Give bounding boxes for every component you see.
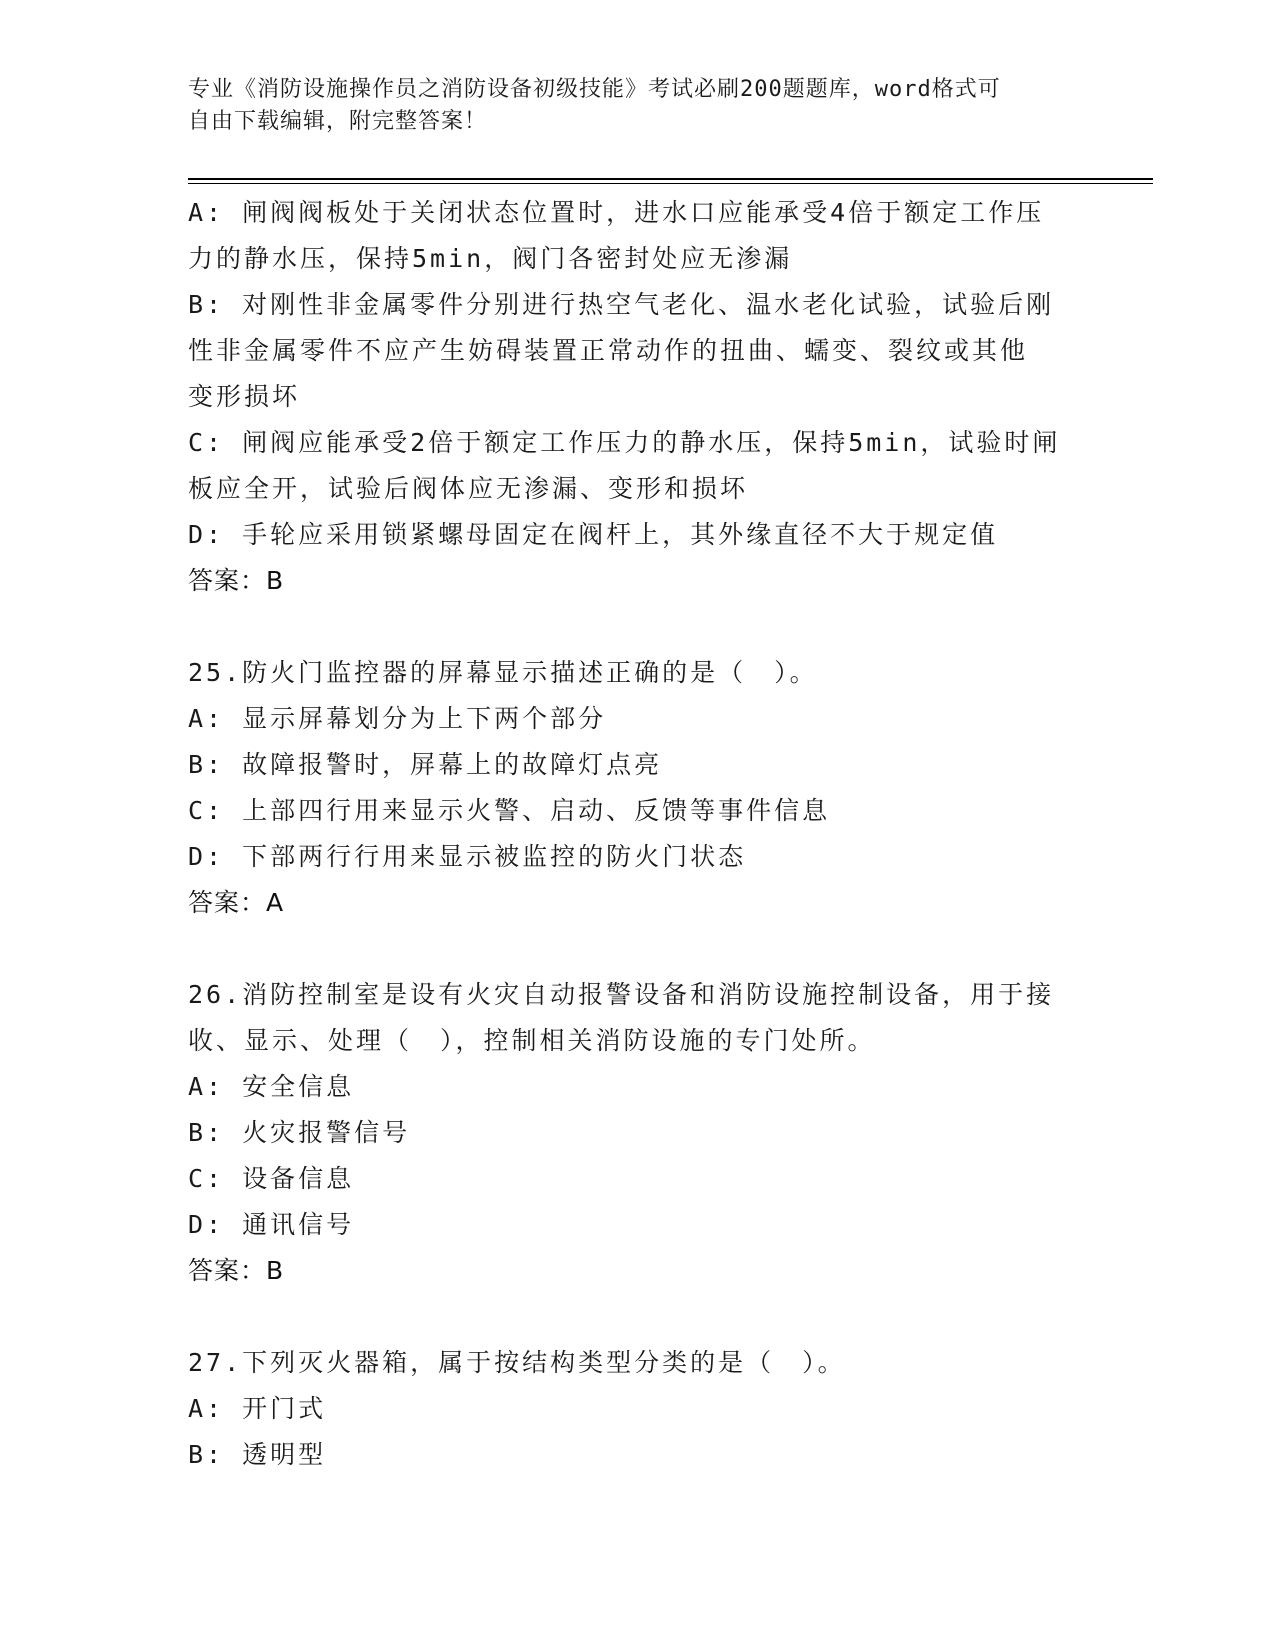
option-b: B: 故障报警时，屏幕上的故障灯点亮	[188, 750, 663, 779]
prev-option-a	[188, 190, 1088, 282]
prev-answer: 答案：B	[188, 566, 285, 595]
spacer	[188, 604, 1088, 650]
option-line: C: 闸阀应能承受2倍于额定工作压力的静水压，保持5min，试验时闸	[188, 428, 1061, 457]
option-a: A: 安全信息	[188, 1072, 355, 1101]
option-line: 板应全开，试验后阀体应无渗漏、变形和损坏	[188, 474, 749, 503]
spacer	[188, 1294, 1088, 1340]
document-header	[188, 74, 1088, 138]
option-a: A: 开门式	[188, 1394, 327, 1423]
option-line: 变形损坏	[188, 382, 301, 411]
header-divider-thick	[188, 178, 1153, 180]
option-c: C: 上部四行用来显示火警、启动、反馈等事件信息	[188, 796, 831, 825]
prev-question	[188, 190, 1088, 604]
prev-option-c	[188, 420, 1088, 512]
question-stem: 25.防火门监控器的屏幕显示描述正确的是（ ）。	[188, 658, 818, 687]
prev-option-d	[188, 512, 1088, 558]
option-b: B: 火灾报警信号	[188, 1118, 411, 1147]
header-line-2: 自由下载编辑，附完整答案！	[188, 109, 488, 134]
question-25	[188, 650, 1088, 926]
option-d: D: 下部两行行用来显示被监控的防火门状态	[188, 842, 747, 871]
prev-option-b	[188, 282, 1088, 420]
answer: 答案：A	[188, 888, 285, 917]
question-27	[188, 1340, 1088, 1478]
option-a: A: 显示屏幕划分为上下两个部分	[188, 704, 607, 733]
header-divider-thin	[188, 183, 1153, 184]
option-line: 性非金属零件不应产生妨碍装置正常动作的扭曲、蠕变、裂纹或其他	[188, 336, 1029, 365]
option-line: D: 手轮应采用锁紧螺母固定在阀杆上，其外缘直径不大于规定值	[188, 520, 999, 549]
document-body	[188, 190, 1088, 1478]
option-line: 力的静水压，保持5min，阀门各密封处应无渗漏	[188, 244, 793, 273]
question-26	[188, 972, 1088, 1294]
option-d: D: 通讯信号	[188, 1210, 355, 1239]
option-c: C: 设备信息	[188, 1164, 355, 1193]
header-line-1: 专业《消防设施操作员之消防设备初级技能》考试必刷200题题库，word格式可	[188, 77, 1001, 102]
spacer	[188, 926, 1088, 972]
answer: 答案：B	[188, 1256, 285, 1285]
option-line: A: 闸阀阀板处于关闭状态位置时，进水口应能承受4倍于额定工作压	[188, 198, 1045, 227]
question-stem: 27.下列灭火器箱，属于按结构类型分类的是（ ）。	[188, 1348, 846, 1377]
option-line: B: 对刚性非金属零件分别进行热空气老化、温水老化试验，试验后刚	[188, 290, 1055, 319]
question-stem: 26.消防控制室是设有火灾自动报警设备和消防设施控制设备，用于接	[188, 980, 1055, 1009]
option-b: B: 透明型	[188, 1440, 327, 1469]
question-stem: 收、显示、处理（ ），控制相关消防设施的专门处所。	[188, 1026, 876, 1055]
